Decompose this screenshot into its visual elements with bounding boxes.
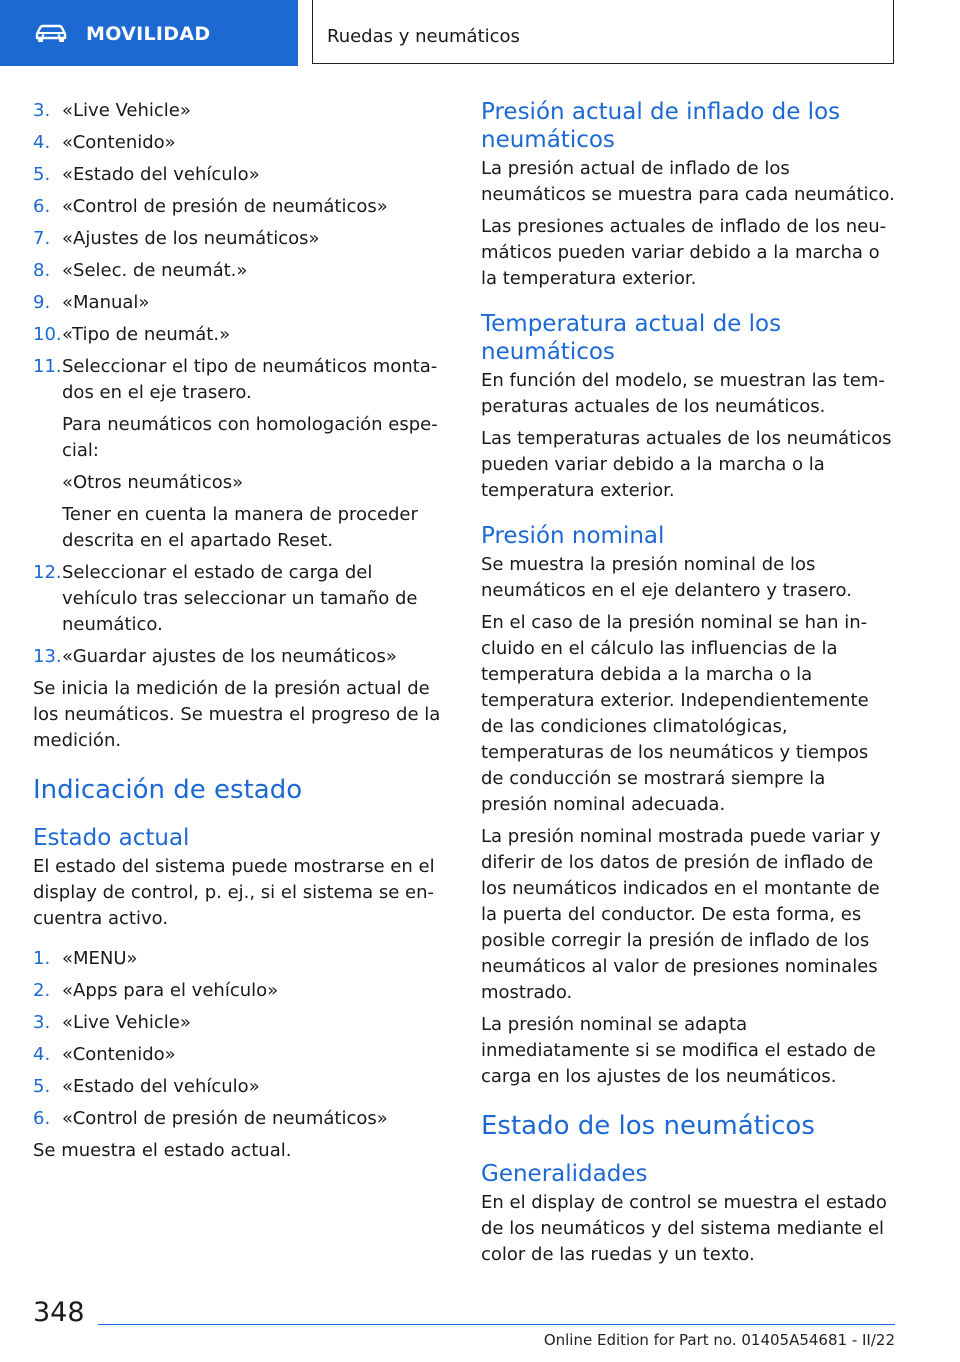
step-text: «Selec. de neumát.»	[62, 260, 248, 281]
heading-current-temperature: Temperatura actual de los neumáticos	[481, 311, 782, 365]
step-number: 13.	[33, 646, 62, 667]
step-item	[33, 98, 448, 124]
heading-nominal-pressure: Presión nominal	[481, 523, 665, 549]
step-item	[33, 258, 448, 284]
step-item	[33, 1010, 448, 1036]
footer-edition: Online Edition for Part no. 01405A54681 - II/22	[543, 1331, 895, 1349]
step-item	[33, 978, 448, 1004]
step-number: 5.	[33, 1076, 51, 1097]
step-text: «Control de presión de neumáticos»	[62, 1108, 388, 1129]
step-number: 6.	[33, 1108, 51, 1129]
step-item	[33, 226, 448, 252]
step-note: Para neumáticos con homologación especial:	[62, 414, 438, 461]
step-number: 10.	[33, 324, 62, 345]
step-number: 4.	[33, 132, 51, 153]
step-number: 9.	[33, 292, 51, 313]
paragraph: Las presiones actuales de inflado de los neumáticos pueden variar debido a la marcha o la temperatura exterior.	[481, 216, 887, 289]
step-item	[33, 946, 448, 972]
section-title: MOVILIDAD	[86, 23, 211, 45]
paragraph: La presión nominal mostrada puede variar y diferir de los datos de presión de inflado de los neumáticos indicados en el montante de la puerta del conductor. De esta forma, es posible corregir la presión de inflado de los neumáticos al valor de presiones nominales mostrado.	[481, 826, 881, 1003]
step-text: «Contenido»	[62, 1044, 176, 1065]
paragraph-current-status: El estado del sistema puede mostrarse en el display de control, p. ej., si el sistema se encuentra activo.	[33, 856, 435, 929]
step-text: «Estado del vehículo»	[62, 1076, 260, 1097]
step-number: 3.	[33, 1012, 51, 1033]
page-header	[0, 0, 960, 66]
step-text: «Estado del vehículo»	[62, 164, 260, 185]
step-item	[33, 130, 448, 156]
step-text: «Ajustes de los neumáticos»	[62, 228, 320, 249]
step-text: «Guardar ajustes de los neumáticos»	[62, 646, 397, 667]
chapter-title-box	[312, 0, 894, 64]
step-number: 8.	[33, 260, 51, 281]
step-number: 3.	[33, 100, 51, 121]
step-note: «Otros neumáticos»	[62, 472, 244, 493]
step-number: 12.	[33, 562, 62, 583]
step-number: 11.	[33, 356, 62, 377]
step-item	[33, 560, 448, 638]
step-list-status	[33, 946, 448, 1132]
step-item	[33, 322, 448, 348]
paragraph: En el display de control se muestra el estado de los neumáticos y del sistema mediante el color de las ruedas y un texto.	[481, 1192, 887, 1265]
heading-general: Generalidades	[481, 1161, 648, 1187]
step-number: 1.	[33, 948, 51, 969]
step-text: «MENU»	[62, 948, 138, 969]
step-item	[33, 644, 448, 670]
step-item	[33, 290, 448, 316]
chapter-title: Ruedas y neumáticos	[327, 26, 520, 47]
step-number: 5.	[33, 164, 51, 185]
step-text: «Live Vehicle»	[62, 1012, 191, 1033]
step-text: «Apps para el vehículo»	[62, 980, 279, 1001]
paragraph: Las temperaturas actuales de los neumáticos pueden variar debido a la marcha o la temperatura exterior.	[481, 428, 892, 501]
step-item	[33, 194, 448, 220]
step-item	[33, 162, 448, 188]
left-column	[33, 98, 448, 1170]
step-text: Seleccionar el tipo de neumáticos montados en el eje trasero.	[62, 356, 438, 403]
step-text: «Manual»	[62, 292, 150, 313]
step-item	[33, 1106, 448, 1132]
step-text: Seleccionar el estado de carga del vehículo tras seleccionar un tamaño de neumático.	[62, 562, 418, 635]
step-text: «Control de presión de neumáticos»	[62, 196, 388, 217]
right-column	[481, 98, 895, 1274]
step-number: 7.	[33, 228, 51, 249]
car-icon	[34, 24, 68, 44]
paragraph: La presión actual de inflado de los neumáticos se muestra para cada neumático.	[481, 158, 895, 205]
footer-divider	[98, 1324, 895, 1325]
heading-status-display: Indicación de estado	[33, 775, 303, 805]
heading-tire-status: Estado de los neumáticos	[481, 1111, 815, 1141]
step-text: «Contenido»	[62, 132, 176, 153]
step-number: 6.	[33, 196, 51, 217]
paragraph-status-shown: Se muestra el estado actual.	[33, 1140, 292, 1161]
paragraph: En el caso de la presión nominal se han incluido en el cálculo las influencias de la temperatura debida a la marcha o la temperatura exterior. Independientemente de las condiciones climatológicas, temperaturas de los neumáticos y tiempos de conducción se mostrará siempre la presión nominal adecuada.	[481, 612, 869, 815]
paragraph: La presión nominal se adapta inmediatamente si se modifica el estado de carga en los ajustes de los neumáticos.	[481, 1014, 876, 1087]
page-number: 348	[33, 1297, 85, 1328]
paragraph: En función del modelo, se muestran las temperaturas actuales de los neumáticos.	[481, 370, 885, 417]
step-item	[33, 1042, 448, 1068]
step-text: «Live Vehicle»	[62, 100, 191, 121]
section-tab[interactable]	[0, 0, 298, 66]
paragraph-measurement: Se inicia la medición de la presión actual de los neumáticos. Se muestra el progreso de la medición.	[33, 678, 441, 751]
step-item	[33, 1074, 448, 1100]
step-item	[33, 354, 448, 554]
step-number: 4.	[33, 1044, 51, 1065]
step-note: Tener en cuenta la manera de proceder descrita en el apartado Reset.	[62, 504, 418, 551]
heading-current-pressure: Presión actual de inflado de los neumáticos	[481, 99, 841, 153]
heading-current-status: Estado actual	[33, 825, 190, 851]
step-text: «Tipo de neumát.»	[62, 324, 231, 345]
step-list-settings	[33, 98, 448, 348]
step-number: 2.	[33, 980, 51, 1001]
paragraph: Se muestra la presión nominal de los neumáticos en el eje delantero y trasero.	[481, 554, 852, 601]
